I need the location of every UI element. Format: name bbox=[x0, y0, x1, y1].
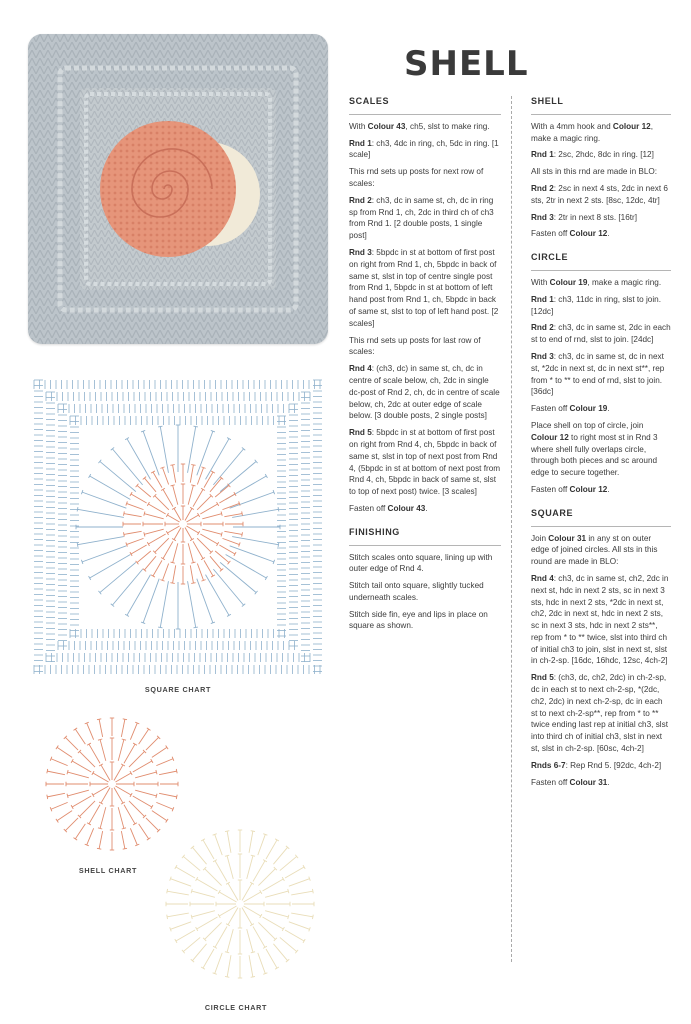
square-rnd67: Rnds 6-7: Rep Rnd 5. [92dc, 4ch-2] bbox=[531, 760, 662, 770]
scales-rnd4: Rnd 4: (ch3, dc) in same st, ch, dc in centre of scale below, ch, 2dc in single dc-post of Rnd 2, ch, dc in centre of scale below, ch, 2dc at outer edge of scale below. [3 double posts, 2 single posts] bbox=[349, 364, 500, 421]
shell-chart-stitch bbox=[99, 719, 103, 737]
square-outer-stitch-top bbox=[194, 627, 198, 628]
circle-chart-stitch bbox=[192, 911, 215, 917]
shell-chart-stitch-top bbox=[67, 770, 68, 774]
circle-chart-stitch bbox=[203, 840, 214, 859]
square-outer-stitch bbox=[188, 427, 196, 473]
finishing-p2: Stitch tail onto square, slightly tucked underneath scales. bbox=[349, 581, 484, 602]
shell-chart-stitch bbox=[72, 796, 91, 807]
shell-chart-stitch bbox=[152, 747, 167, 757]
circle-chart-stitch bbox=[215, 927, 227, 948]
square-shell-stitch bbox=[210, 556, 222, 570]
square-outer-stitch bbox=[230, 492, 274, 508]
square-outer-stitch bbox=[213, 449, 243, 485]
shell-chart-stitch-top bbox=[147, 728, 151, 730]
shell-rnd3: Rnd 3: 2tr in next 8 sts. [16tr] bbox=[531, 212, 638, 222]
crochet-square-illustration bbox=[28, 34, 328, 344]
scales-rnd1: Rnd 1: ch3, 4dc in ring, ch, 5dc in ring. [1 scale] bbox=[349, 138, 499, 160]
circle-fasten2: Fasten off Colour 12. bbox=[531, 484, 610, 494]
shell-chart-stitch bbox=[130, 828, 137, 845]
square-outer-stitch bbox=[100, 461, 136, 491]
finished-square-photo bbox=[28, 34, 328, 344]
square-shell-stitch bbox=[202, 529, 221, 534]
shell-chart-stitch bbox=[159, 793, 177, 797]
square-outer-stitch bbox=[112, 569, 142, 605]
shell-chart-stitch bbox=[87, 723, 94, 740]
shell-chart-stitch bbox=[135, 772, 156, 778]
circle-chart-stitch bbox=[192, 891, 215, 897]
shell-chart-stitch-top bbox=[97, 848, 101, 849]
square-shell-stitch bbox=[127, 503, 144, 509]
square-outer-stitch bbox=[220, 562, 256, 592]
square-shell-stitch-top bbox=[144, 532, 145, 536]
shell-intro: With a 4mm hook and Colour 12, make a magic ring. bbox=[531, 121, 653, 143]
shell-chart-stitch-top bbox=[56, 819, 58, 823]
scales-rnd3: Rnd 3: 5bpdc in st at bottom of first post on right from Rnd 1, ch, 5bpdc in back of same st, slst in top of centre single post from Rnd 1, 5bpdc in st at bottom of left hand post from Rnd 1, ch, 5bpdc in back of same st, slst to top of left hand post. [2 scales] bbox=[349, 247, 499, 328]
shell-chart-stitch bbox=[79, 751, 95, 767]
shell-chart-stitch-top bbox=[176, 795, 177, 799]
circle-chart-stitch bbox=[176, 930, 195, 941]
shell-chart-stitch-top bbox=[47, 769, 48, 773]
scales-fasten: Fasten off Colour 43. bbox=[349, 503, 428, 513]
shell-chart-stitch-top bbox=[74, 838, 78, 840]
square-shell-stitch bbox=[163, 489, 173, 506]
circle-chart-stitch-top bbox=[251, 952, 255, 953]
square-shell-stitch bbox=[200, 504, 217, 514]
shell-chart-stitch bbox=[139, 824, 149, 839]
circle-chart-stitch bbox=[291, 913, 313, 917]
shell-chart-stitch bbox=[156, 759, 173, 766]
finishing-p3: Stitch side fin, eye and lips in place on square as shown. bbox=[349, 609, 488, 631]
square-shell-stitch bbox=[167, 526, 179, 533]
square-outer-stitch-top bbox=[158, 426, 162, 427]
square-shell-stitch-top bbox=[171, 562, 175, 563]
circle-intro: With Colour 19, make a magic ring. bbox=[531, 277, 662, 287]
shell-rnd1: Rnd 1: 2sc, 2hdc, 8dc in ring. [12] bbox=[531, 150, 654, 160]
circle-chart-stitch-top bbox=[167, 889, 168, 893]
square-shell-stitch bbox=[185, 527, 192, 539]
square-shell-stitch bbox=[197, 538, 211, 552]
square-shell-stitch bbox=[148, 504, 165, 514]
shell-chart-stitch bbox=[51, 802, 68, 809]
square-outer-stitch bbox=[232, 509, 278, 517]
square-shell-stitch bbox=[173, 543, 178, 562]
square-shell-stitch bbox=[155, 496, 169, 510]
shell-chart-stitch-top bbox=[156, 794, 157, 798]
shell-chart-stitch bbox=[146, 818, 159, 831]
shell-chart-stitch bbox=[87, 828, 94, 845]
shell-chart-stitch bbox=[68, 790, 89, 796]
square-outer-stitch bbox=[213, 569, 243, 605]
shell-chart-stitch bbox=[118, 807, 124, 828]
square-shell-stitch bbox=[173, 485, 178, 504]
square-outer-stitch bbox=[90, 476, 131, 500]
square-shell-stitch bbox=[193, 541, 203, 558]
square-shell-stitch bbox=[173, 565, 176, 583]
circle-chart-stitch bbox=[215, 861, 227, 882]
shell-chart-stitch bbox=[130, 723, 137, 740]
circle-chart-stitch bbox=[227, 929, 233, 952]
circle-rnd1: Rnd 1: ch3, 11dc in ring, slst to join. [12dc] bbox=[531, 294, 661, 316]
shell-heading: SHELL bbox=[531, 96, 671, 115]
square-shell-stitch bbox=[173, 465, 176, 483]
shell-chart-stitch bbox=[51, 759, 68, 766]
circle-chart-stitch bbox=[197, 879, 218, 891]
square-heading: SQUARE bbox=[531, 508, 671, 527]
square-outer-stitch bbox=[82, 546, 126, 562]
circle-chart-stitch bbox=[170, 879, 191, 887]
square-shell-stitch bbox=[188, 543, 193, 562]
square-shell-stitch-top bbox=[191, 583, 195, 584]
shell-chart-stitch bbox=[47, 793, 65, 797]
circle-chart-stitch-top bbox=[251, 976, 255, 977]
circle-chart-stitch bbox=[227, 856, 233, 879]
square-shell-stitch bbox=[197, 496, 211, 510]
square-shell-stitch bbox=[124, 514, 142, 517]
square-outer-stitch bbox=[226, 555, 267, 579]
square-shell-stitch bbox=[197, 563, 203, 580]
shell-chart-stitch-top bbox=[122, 739, 126, 740]
shell-chart-stitch bbox=[139, 729, 149, 744]
square-outer-stitch bbox=[143, 579, 159, 623]
circle-chart-stitch bbox=[273, 847, 287, 864]
square-shell-stitch-top bbox=[170, 583, 174, 584]
shell-chart-stitch bbox=[65, 818, 78, 831]
square-shell-stitch bbox=[190, 565, 193, 583]
shell-chart-stitch bbox=[156, 802, 173, 809]
shell-fasten: Fasten off Colour 12. bbox=[531, 229, 610, 239]
square-shell-stitch bbox=[204, 560, 213, 576]
shell-chart-stitch bbox=[118, 740, 124, 761]
circle-chart-stitch bbox=[227, 955, 231, 977]
square-outer-stitch-top bbox=[77, 543, 78, 547]
circle-chart-stitch bbox=[176, 867, 195, 878]
square-outer-stitch bbox=[78, 509, 124, 517]
circle-chart-stitch-top bbox=[288, 915, 289, 919]
circle-chart-stitch bbox=[192, 944, 206, 961]
square-shell-stitch-top bbox=[171, 485, 175, 486]
circle-chart-stitch bbox=[183, 856, 200, 870]
square-rnd5: Rnd 5: (ch3, dc, ch2, 2dc) in ch-2-sp, dc in each st to next ch-2-sp, *(2dc, ch2, 2dc) in next ch-2-sp, dc in each st to next ch-2-sp**, rep from * to ** twice ending last rep at initial ch3, slst into third ch of initial ch3, slst in next st, slst in ch-2-sp. [60sc, 4ch-2] bbox=[531, 673, 668, 754]
circle-chart-stitch-top bbox=[312, 889, 313, 893]
circle-chart-stitch-top bbox=[251, 855, 255, 856]
shell-chart-stitch bbox=[57, 811, 72, 821]
square-shell-stitch-top bbox=[144, 512, 145, 516]
circle-heading: CIRCLE bbox=[531, 252, 671, 271]
circle-chart-stitch-top bbox=[225, 952, 229, 953]
circle-chart-stitch bbox=[258, 834, 266, 855]
circle-chart-stitch bbox=[258, 869, 275, 886]
square-outer-stitch bbox=[160, 581, 168, 627]
shell-chart-stitch bbox=[135, 790, 156, 796]
shell-chart-stitch bbox=[57, 747, 72, 757]
circle-chart-caption: CIRCLE CHART bbox=[204, 1003, 268, 1012]
square-shell-stitch bbox=[186, 515, 198, 522]
circle-chart-stitch-top bbox=[191, 915, 192, 919]
shell-chart-stitch-top bbox=[47, 795, 48, 799]
shell-chart-stitch-top bbox=[166, 746, 168, 750]
shell-chart-stitch-top bbox=[122, 828, 126, 829]
circle-chart-stitch bbox=[227, 831, 231, 853]
square-shell-stitch-top bbox=[124, 532, 125, 536]
square-shell-stitch bbox=[219, 494, 235, 503]
circle-chart-stitch bbox=[205, 869, 222, 886]
square-shell-stitch bbox=[190, 465, 193, 483]
square-shell-stitch bbox=[202, 514, 221, 519]
square-outer-stitch bbox=[100, 562, 136, 592]
square-shell-stitch bbox=[163, 541, 173, 558]
shell-chart-stitch bbox=[99, 831, 103, 849]
square-shell-stitch bbox=[144, 529, 163, 534]
square-fasten: Fasten off Colour 31. bbox=[531, 777, 610, 787]
square-shell-stitch bbox=[185, 508, 192, 520]
square-outer-stitch bbox=[112, 449, 142, 485]
circle-chart-diagram bbox=[160, 826, 320, 986]
square-outer-stitch bbox=[232, 537, 278, 545]
square-shell-stitch bbox=[148, 534, 165, 544]
circle-chart-stitch bbox=[249, 955, 253, 977]
square-outer-stitch bbox=[206, 575, 230, 616]
circle-chart-stitch bbox=[280, 937, 297, 951]
circle-chart-stitch bbox=[247, 856, 253, 879]
circle-chart-stitch bbox=[258, 953, 266, 974]
circle-chart-stitch bbox=[289, 879, 310, 887]
circle-chart-stitch bbox=[197, 917, 218, 929]
circle-chart-stitch bbox=[285, 867, 304, 878]
square-outer-stitch bbox=[197, 579, 213, 623]
square-shell-stitch bbox=[131, 545, 147, 554]
shell-chart-stitch-top bbox=[56, 746, 58, 750]
scales-intro: With Colour 43, ch5, slst to make ring. bbox=[349, 121, 490, 131]
shell-chart-stitch bbox=[75, 824, 85, 839]
circle-chart-stitch bbox=[291, 891, 313, 895]
square-shell-stitch bbox=[200, 534, 217, 544]
circle-chart-stitch bbox=[280, 856, 297, 870]
square-shell-stitch bbox=[124, 531, 142, 534]
circle-chart-stitch-top bbox=[191, 889, 192, 893]
shell-chart-stitch-top bbox=[98, 739, 102, 740]
circle-rnd2: Rnd 2: ch3, dc in same st, 2dc in each st to end of rnd, slst to join. [24dc] bbox=[531, 323, 671, 345]
shell-chart-stitch bbox=[152, 811, 167, 821]
square-shell-stitch-top bbox=[242, 511, 243, 515]
square-shell-stitch bbox=[224, 531, 242, 534]
shell-chart-stitch bbox=[75, 729, 85, 744]
circle-chart-stitch-top bbox=[251, 831, 255, 832]
circle-chart-stitch bbox=[249, 831, 253, 853]
square-shell-stitch bbox=[167, 515, 179, 522]
shell-chart-stitch-top bbox=[176, 769, 177, 773]
square-shell-stitch-top bbox=[191, 485, 195, 486]
square-outer-stitch-top bbox=[278, 507, 279, 511]
shell-chart-stitch bbox=[79, 801, 95, 817]
square-outer-stitch-top bbox=[194, 426, 198, 427]
circle-chart-stitch bbox=[273, 944, 287, 961]
shell-chart-stitch-top bbox=[147, 838, 151, 840]
circle-p2: Place shell on top of circle, join Colour 12 to right most st in Rnd 3 where shell fully overlaps circle, through both pieces and sc around edge to secure together. bbox=[531, 420, 658, 478]
square-shell-stitch bbox=[188, 485, 193, 504]
shell-chart-stitch bbox=[121, 719, 125, 737]
square-shell-stitch bbox=[210, 478, 222, 492]
circle-chart-stitch bbox=[263, 917, 284, 929]
square-outer-stitch bbox=[206, 439, 230, 480]
shell-chart-stitch bbox=[100, 807, 106, 828]
shell-chart-stitch bbox=[124, 805, 135, 824]
square-shell-stitch bbox=[155, 538, 169, 552]
square-shell-stitch bbox=[215, 551, 229, 563]
circle-chart-stitch bbox=[215, 953, 223, 974]
shell-chart-stitch bbox=[133, 761, 152, 772]
square-shell-stitch bbox=[222, 538, 239, 544]
square-shell-stitch bbox=[137, 551, 151, 563]
shell-chart-stitch-top bbox=[166, 819, 168, 823]
shell-rnd2: Rnd 2: 2sc in next 4 sts, 2dc in next 6 sts, 2tr in next 2 sts. [8sc, 12dc, 4tr] bbox=[531, 183, 668, 205]
square-shell-stitch bbox=[222, 503, 239, 509]
shell-chart-stitch bbox=[100, 740, 106, 761]
circle-chart bbox=[160, 826, 320, 986]
circle-chart-stitch bbox=[263, 879, 284, 891]
square-shell-stitch-top bbox=[191, 562, 195, 563]
shell-chart-stitch bbox=[129, 751, 145, 767]
circle-chart-stitch bbox=[253, 927, 265, 948]
right-column bbox=[531, 96, 671, 793]
square-outer-stitch bbox=[143, 431, 159, 475]
shell-chart-stitch bbox=[89, 744, 100, 763]
square-shell-stitch bbox=[174, 508, 181, 520]
shell-chart-stitch-top bbox=[67, 794, 68, 798]
square-shell-stitch-top bbox=[124, 511, 125, 515]
square-chart-caption: SQUARE CHART bbox=[144, 685, 212, 694]
shell-chart-stitch bbox=[72, 761, 91, 772]
circle-chart-stitch bbox=[167, 913, 189, 917]
circle-chart-stitch bbox=[203, 949, 214, 968]
shell-note: All sts in this rnd are made in BLO: bbox=[531, 167, 658, 177]
circle-chart-stitch bbox=[266, 949, 277, 968]
circle-chart-stitch bbox=[253, 861, 265, 882]
square-shell-stitch bbox=[144, 556, 156, 570]
square-intro: Join Colour 31 in any st on outer edge of joined circles. All sts in this round are made in BLO: bbox=[531, 533, 658, 567]
square-rnd4: Rnd 4: ch3, dc in same st, ch2, 2dc in next st, hdc in next 2 sts, sc in next 3 sts, hdc in next 2 sts, *2dc in next st, ch2, 2dc in next st, hdc in next 2 sts, sc in next 3 sts, hdc in next 2 sts**, rep from * to ** twice, slst into third ch of initial ch3 to join, slst in next st, slst in ch-2-sp. [16dc, 16hdc, 12sc, 4ch-2] bbox=[531, 573, 669, 666]
column-divider bbox=[511, 96, 512, 962]
circle-chart-stitch bbox=[265, 891, 288, 897]
square-shell-stitch bbox=[144, 514, 163, 519]
shell-chart-stitch bbox=[121, 831, 125, 849]
shell-chart-stitch-top bbox=[97, 719, 101, 720]
square-shell-stitch bbox=[144, 478, 156, 492]
square-shell-stitch-top bbox=[221, 532, 222, 536]
circle-chart-stitch bbox=[183, 937, 200, 951]
shell-chart-stitch-top bbox=[123, 719, 127, 720]
circle-chart-stitch bbox=[167, 891, 189, 895]
shell-chart-stitch-top bbox=[98, 828, 102, 829]
square-shell-stitch-top bbox=[242, 532, 243, 536]
square-outer-stitch bbox=[90, 555, 131, 579]
circle-chart-stitch bbox=[266, 840, 277, 859]
square-shell-stitch bbox=[127, 538, 144, 544]
circle-chart-stitch-top bbox=[312, 915, 313, 919]
circle-chart-stitch-top bbox=[225, 976, 229, 977]
scales-rnd2: Rnd 2: ch3, dc in same st, ch, dc in ring sp from Rnd 1, ch, 2dc in third ch of ch3 from Rnd 1. [2 double posts, 1 single post] bbox=[349, 195, 494, 241]
shell-chart-stitch bbox=[146, 737, 159, 750]
circle-chart-stitch bbox=[258, 922, 275, 939]
square-shell-stitch bbox=[131, 494, 147, 503]
scales-rnd5: Rnd 5: 5bpdc in st at bottom of first post on right from Rnd 4, ch, 5bpdc in back of same st, slst in top of next post from Rnd 4, (5bpdc in st at bottom of next post from Rnd 4, ch, 5bpdc in back of same st, slst to top of next post) twice. [3 scales] bbox=[349, 428, 501, 497]
finishing-heading: FINISHING bbox=[349, 527, 501, 546]
shell-chart-stitch-top bbox=[156, 770, 157, 774]
circle-chart-stitch-top bbox=[225, 855, 229, 856]
circle-chart-stitch bbox=[170, 922, 191, 930]
square-shell-stitch bbox=[174, 527, 181, 539]
square-outer-stitch-top bbox=[77, 507, 78, 511]
page-title: SHELL bbox=[404, 44, 529, 84]
square-shell-stitch bbox=[153, 472, 162, 488]
circle-chart-stitch-top bbox=[167, 915, 168, 919]
shell-chart-stitch bbox=[89, 805, 100, 824]
circle-chart-stitch bbox=[285, 930, 304, 941]
square-outer-stitch bbox=[230, 546, 274, 562]
square-chart-diagram bbox=[28, 374, 328, 680]
square-outer-stitch bbox=[197, 431, 213, 475]
circle-chart-stitch bbox=[192, 847, 206, 864]
square-outer-stitch bbox=[127, 575, 151, 616]
scales-note1: This rnd sets up posts for next row of scales: bbox=[349, 167, 484, 188]
shell-chart-stitch bbox=[65, 737, 78, 750]
square-outer-stitch bbox=[188, 581, 196, 627]
square-shell-stitch bbox=[193, 489, 203, 506]
square-outer-stitch bbox=[160, 427, 168, 473]
shell-chart-stitch bbox=[68, 772, 89, 778]
circle-chart-stitch bbox=[289, 922, 310, 930]
square-outer-stitch bbox=[220, 461, 256, 491]
square-shell-stitch-top bbox=[170, 465, 174, 466]
circle-chart-stitch bbox=[247, 929, 253, 952]
shell-chart-stitch-top bbox=[74, 728, 78, 730]
square-outer-stitch bbox=[78, 537, 124, 545]
square-shell-stitch-top bbox=[221, 512, 222, 516]
finishing-p1: Stitch scales onto square, lining up with outer edge of Rnd 4. bbox=[349, 552, 493, 574]
scales-heading: SCALES bbox=[349, 96, 501, 115]
square-shell-stitch bbox=[186, 526, 198, 533]
shell-chart-stitch bbox=[47, 771, 65, 775]
square-outer-stitch bbox=[82, 492, 126, 508]
circle-chart-stitch-top bbox=[225, 831, 229, 832]
square-shell-stitch-top bbox=[191, 465, 195, 466]
square-outer-stitch-top bbox=[158, 627, 162, 628]
shell-chart-stitch-top bbox=[123, 848, 127, 849]
shell-chart-caption: SHELL CHART bbox=[78, 866, 138, 875]
circle-rnd3: Rnd 3: ch3, dc in same st, dc in next st, *2dc in next st, dc in next st**, rep from * to ** to end of rnd, slst to join. [36dc] bbox=[531, 351, 665, 397]
shell-chart-stitch bbox=[159, 771, 177, 775]
scales-note2: This rnd sets up posts for last row of scales: bbox=[349, 335, 481, 357]
square-shell-stitch bbox=[215, 485, 229, 497]
square-shell-stitch bbox=[137, 485, 151, 497]
circle-chart-stitch bbox=[215, 834, 223, 855]
shell-chart-stitch bbox=[133, 796, 152, 807]
circle-chart-stitch-top bbox=[288, 889, 289, 893]
square-chart bbox=[28, 374, 328, 680]
circle-fasten1: Fasten off Colour 19. bbox=[531, 404, 610, 414]
square-outer-stitch-top bbox=[278, 543, 279, 547]
square-shell-stitch bbox=[162, 563, 168, 580]
circle-chart-stitch bbox=[205, 922, 222, 939]
middle-column bbox=[349, 96, 501, 637]
square-shell-stitch bbox=[219, 545, 235, 554]
square-shell-stitch bbox=[153, 560, 162, 576]
square-outer-stitch bbox=[127, 439, 151, 480]
circle-chart-stitch bbox=[265, 911, 288, 917]
shell-chart-stitch bbox=[124, 744, 135, 763]
shell-chart-stitch bbox=[129, 801, 145, 817]
